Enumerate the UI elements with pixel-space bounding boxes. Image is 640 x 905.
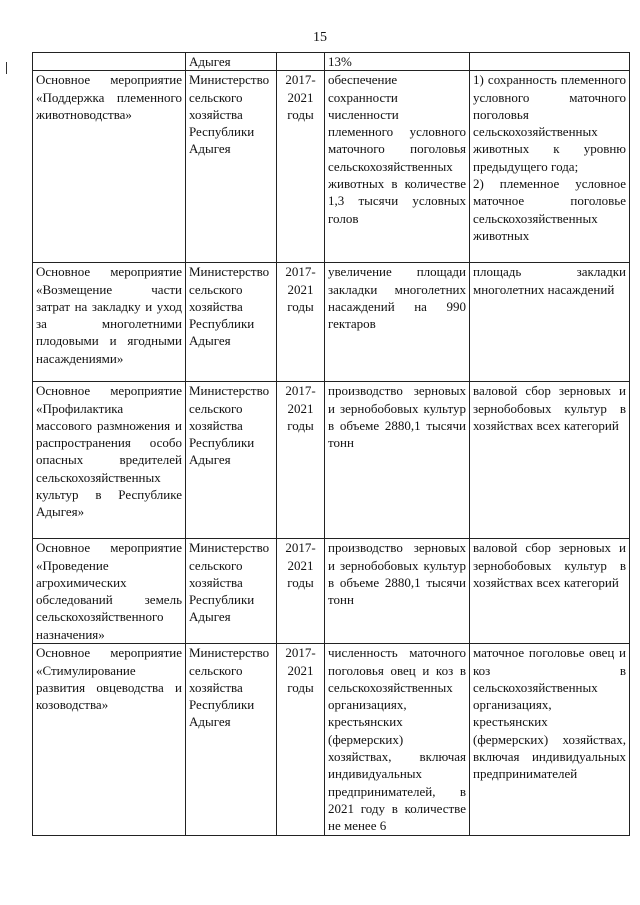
cell-result [325, 644, 470, 836]
cell-activity [33, 53, 186, 71]
cell-indicator: маточное поголовье овец и коз в сельскохозяйственных организациях, крестьянских (фермерских) хозяйствах, включая индивидуальных предпринимателей [470, 644, 630, 836]
cell-activity: Основное мероприятие «Проведение агрохимических обследований земель сельскохозяйственного назначения» [33, 539, 186, 644]
cell-period: 2017-2021 годы [277, 71, 325, 263]
cell-executor: Министерство сельского хозяйства Республики Адыгея [186, 263, 277, 382]
cell-indicator [470, 53, 630, 71]
cell-executor: Адыгея [186, 53, 277, 71]
cell-result: 13% [325, 53, 470, 71]
cell-result: увеличение площади закладки многолетних насаждений на 990 гектаров [325, 263, 470, 382]
table-row [33, 539, 630, 644]
indicator-text: 1) сохранность племенного условного маточного поголовья сельскохозяйственных животных к уровню предыдущего года; 2) племенное условное маточное поголовье сельскохозяйственных животных [473, 72, 626, 243]
cell-period: 2017-2021 годы [277, 263, 325, 382]
cell-result: производство зерновых и зернобобовых культур в объеме 2880,1 тысячи тонн [325, 382, 470, 539]
table-row [33, 263, 630, 382]
cell-indicator: валовой сбор зерновых и зернобобовых культур в хозяйствах всех категорий [470, 382, 630, 539]
table-row [33, 71, 630, 263]
result-text: численность маточного поголовья овец и коз в сельскохозяйственных организациях, крестьянских (фермерских) хозяйствах, включая индивидуальных предпринимателей, в 2021 году в количестве не менее 6 [328, 645, 466, 834]
cell-activity: Основное мероприятие «Поддержка племенного животноводства» [33, 71, 186, 263]
cell-period: 2017-2021 годы [277, 644, 325, 836]
cell-period: 2017-2021 годы [277, 539, 325, 644]
margin-mark [6, 62, 7, 74]
page-number: 15 [313, 30, 327, 45]
cell-result: производство зерновых и зернобобовых культур в объеме 2880,1 тысячи тонн [325, 539, 470, 644]
cell-executor: Министерство сельского хозяйства Республики Адыгея [186, 382, 277, 539]
cell-period: 2017-2021 годы [277, 382, 325, 539]
table-row-continuation [33, 53, 630, 71]
cell-result: обеспечение сохранности численности племенного условного маточного поголовья сельскохозяйственных животных в количестве 1,3 тысячи условных голов [325, 71, 470, 263]
cell-indicator: площадь закладки многолетних насаждений [470, 263, 630, 382]
cell-period [277, 53, 325, 71]
table-row [33, 382, 630, 539]
cell-executor: Министерство сельского хозяйства Республики Адыгея [186, 539, 277, 644]
cell-activity: Основное мероприятие «Возмещение части затрат на закладку и уход за многолетними плодовыми и ягодными насаждениями» [33, 263, 186, 382]
cell-activity: Основное мероприятие «Профилактика массового размножения и распространения особо опасных вредителей сельскохозяйственных культур в Республике Адыгея» [33, 382, 186, 539]
cell-executor: Министерство сельского хозяйства Республики Адыгея [186, 71, 277, 263]
table-row [33, 644, 630, 836]
activities-table [32, 52, 630, 836]
cell-activity: Основное мероприятие «Стимулирование развития овцеводства и козоводства» [33, 644, 186, 836]
cell-indicator [470, 71, 630, 263]
cell-executor: Министерство сельского хозяйства Республики Адыгея [186, 644, 277, 836]
cell-indicator: валовой сбор зерновых и зернобобовых культур в хозяйствах всех категорий [470, 539, 630, 644]
